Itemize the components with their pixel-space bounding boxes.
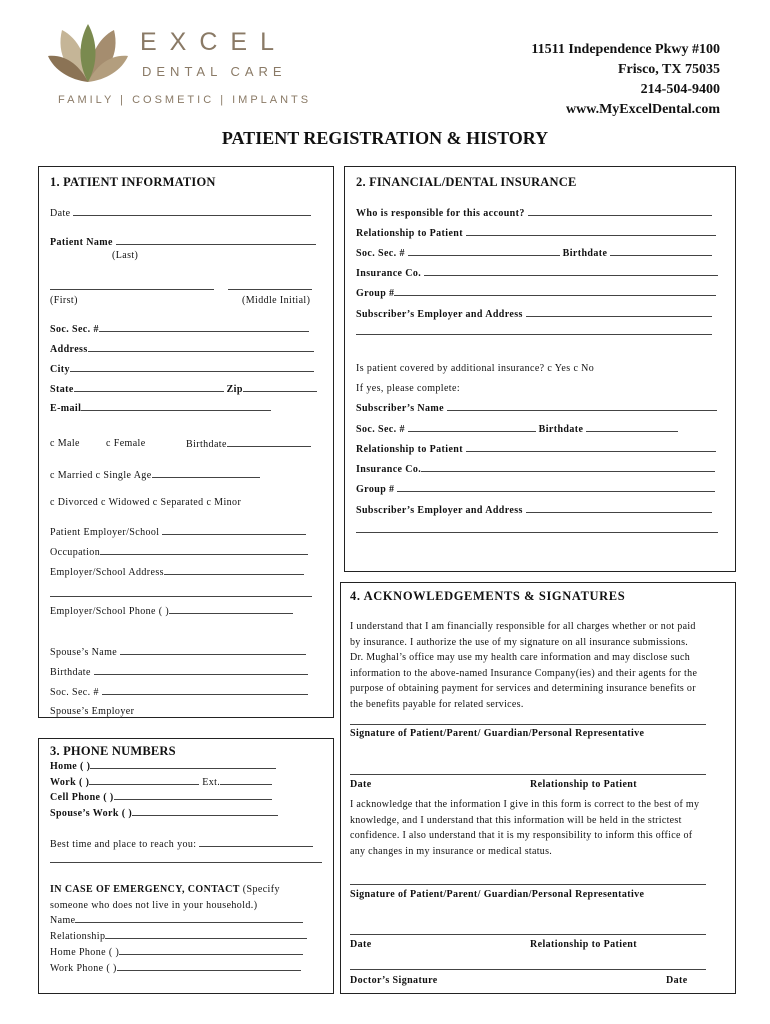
spouse-ssn-field[interactable]: Soc. Sec. # (50, 686, 308, 698)
complete-instruction: If yes, please complete: (356, 383, 461, 394)
first-name-field[interactable] (50, 289, 214, 290)
acknowledgements-title: 4. ACKNOWLEDGEMENTS & SIGNATURES (350, 589, 626, 603)
group-number-field[interactable]: Group # (356, 287, 716, 299)
birthdate-field[interactable]: Birthdate (186, 438, 311, 450)
signature-line-1[interactable] (350, 724, 706, 725)
insurance-company-2-field[interactable]: Insurance Co. (356, 463, 715, 475)
best-time-field[interactable]: Best time and place to reach you: (50, 838, 313, 850)
excel-dental-logo (48, 24, 312, 114)
financial-responsibility-text: I understand that I am financially responsible for all charges whether or not paid by insurance. I authorize the use of my signature on all insurance submissions. Dr. Mughal’s office may use my health care information and may disclose such information to the above-named Insurance Company(ies) and their agents for the purpose of obtaining payment for services and determining insurance benefits or the benefits payable for related services. (350, 621, 698, 710)
patient-employer-field[interactable]: Patient Employer/School (50, 526, 306, 538)
middle-initial-field[interactable] (228, 289, 312, 290)
spouse-work-phone-field[interactable]: Spouse’s Work ( ) (50, 807, 278, 819)
address-phone: 214-504-9400 (640, 82, 720, 97)
group-number-2-field[interactable]: Group # (356, 483, 715, 495)
subscriber-name-field[interactable]: Subscriber’s Name (356, 402, 717, 414)
subscriber-employer-line-2[interactable] (356, 334, 712, 335)
date-relationship-line-1[interactable] (350, 774, 706, 775)
date-label-1: Date (350, 779, 372, 790)
address-street: 11511 Independence Pkwy #100 (531, 42, 720, 57)
best-time-line-2[interactable] (50, 862, 322, 863)
acknowledgement-text: I acknowledge that the information I give in this form is correct to the best of my knowledge, and I understand that this information will be held in the strictest confidence. I also understand that it is my responsibility to inform this office of any changes in my insurance or medical status. (350, 799, 700, 857)
subscriber-employer-2-line-2[interactable] (356, 532, 718, 533)
date-label-2: Date (350, 939, 372, 950)
additional-insurance-question[interactable]: Is patient covered by additional insurance? c Yes c No (356, 363, 595, 374)
marital-status-options[interactable]: c Divorced c Widowed c Separated c Minor (50, 497, 242, 508)
male-checkbox[interactable]: c Male (50, 438, 80, 449)
relationship-label-1: Relationship to Patient (530, 779, 637, 790)
email-field[interactable]: E-mail (50, 402, 271, 414)
first-name-label: (First) (50, 295, 78, 306)
spouse-birthdate-field[interactable]: Birthdate (50, 666, 308, 678)
ssn-field[interactable]: Soc. Sec. # (50, 323, 309, 335)
marital-age-field[interactable]: c Married c Single Age (50, 469, 260, 481)
date-field[interactable]: Date (50, 207, 311, 219)
patient-information-title: 1. PATIENT INFORMATION (50, 175, 216, 189)
leaf-logo-icon (48, 24, 128, 84)
address-city: Frisco, TX 75035 (617, 62, 720, 77)
employer-address-field[interactable]: Employer/School Address (50, 566, 304, 578)
relationship-label-2: Relationship to Patient (530, 939, 637, 950)
relationship-2-field[interactable]: Relationship to Patient (356, 443, 716, 455)
spouse-employer-label: Spouse’s Employer (50, 706, 135, 717)
emergency-home-phone-field[interactable]: Home Phone ( ) (50, 946, 303, 958)
brand-subtitle: DENTAL CARE (142, 64, 287, 79)
cell-phone-field[interactable]: Cell Phone ( ) (50, 791, 272, 803)
insurance-title: 2. FINANCIAL/DENTAL INSURANCE (356, 175, 577, 189)
employer-phone-field[interactable]: Employer/School Phone ( ) (50, 605, 293, 617)
address-website[interactable]: www.MyExcelDental.com (566, 102, 720, 117)
emergency-work-phone-field[interactable]: Work Phone ( ) (50, 962, 301, 974)
middle-initial-label: (Middle Initial) (242, 295, 311, 306)
brand-tagline: FAMILY | COSMETIC | IMPLANTS (58, 94, 312, 106)
subscriber-ssn-2-field[interactable]: Soc. Sec. # Birthdate (356, 423, 678, 435)
signature-label-2: Signature of Patient/Parent/ Guardian/Personal Representative (350, 889, 645, 900)
employer-address-line-2[interactable] (50, 596, 312, 597)
home-phone-field[interactable]: Home ( ) (50, 760, 276, 772)
subscriber-ssn-field[interactable]: Soc. Sec. # Birthdate (356, 247, 712, 259)
subscriber-employer-2-field[interactable]: Subscriber’s Employer and Address (356, 504, 712, 516)
patient-name-field[interactable]: Patient Name (50, 236, 316, 248)
last-name-label: (Last) (112, 250, 139, 261)
work-phone-field[interactable]: Work ( ) Ext. (50, 776, 272, 788)
female-checkbox[interactable]: c Female (106, 438, 146, 449)
city-field[interactable]: City (50, 363, 314, 375)
emergency-instruction: someone who does not live in your household.) (50, 900, 258, 911)
doctor-signature-label: Doctor’s Signature (350, 975, 438, 986)
subscriber-employer-field[interactable]: Subscriber’s Employer and Address (356, 308, 712, 320)
signature-line-2[interactable] (350, 884, 706, 885)
emergency-contact-heading: IN CASE OF EMERGENCY, CONTACT (Specify (50, 884, 280, 895)
responsible-field[interactable]: Who is responsible for this account? (356, 207, 712, 219)
emergency-name-field[interactable]: Name (50, 914, 303, 926)
date-relationship-line-2[interactable] (350, 934, 706, 935)
address-field[interactable]: Address (50, 343, 314, 355)
signature-label-1: Signature of Patient/Parent/ Guardian/Personal Representative (350, 728, 645, 739)
spouse-name-field[interactable]: Spouse’s Name (50, 646, 306, 658)
insurance-company-field[interactable]: Insurance Co. (356, 267, 718, 279)
doctor-signature-line[interactable] (350, 969, 706, 970)
relationship-field[interactable]: Relationship to Patient (356, 227, 716, 239)
office-address (531, 40, 720, 120)
brand-name: EXCEL (140, 28, 287, 56)
state-field[interactable]: State Zip (50, 383, 317, 395)
emergency-relationship-field[interactable]: Relationship (50, 930, 307, 942)
occupation-field[interactable]: Occupation (50, 546, 308, 558)
phone-numbers-title: 3. PHONE NUMBERS (50, 744, 176, 758)
doctor-date-label: Date (666, 975, 688, 986)
page-title: PATIENT REGISTRATION & HISTORY (221, 128, 549, 148)
